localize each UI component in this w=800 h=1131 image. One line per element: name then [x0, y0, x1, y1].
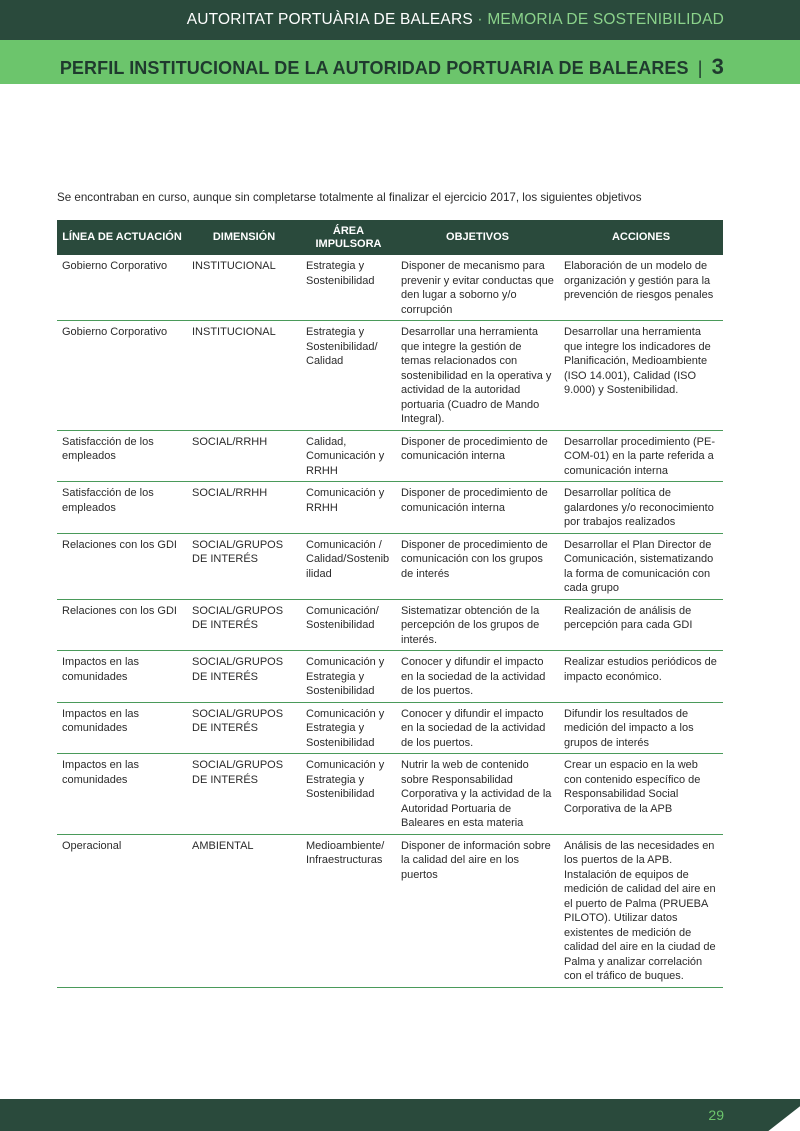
- column-header-dimension: DIMENSIÓN: [187, 220, 301, 255]
- cell-linea: Gobierno Corporativo: [57, 255, 187, 321]
- cell-dimension: SOCIAL/GRUPOS DE INTERÉS: [187, 533, 301, 599]
- column-header-objetivos: OBJETIVOS: [396, 220, 559, 255]
- cell-linea: Satisfacción de los empleados: [57, 482, 187, 534]
- table-row: [57, 754, 723, 835]
- table-body: [57, 255, 723, 987]
- cell-linea: Impactos en las comunidades: [57, 651, 187, 703]
- cell-area: Comunicación y Estrategia y Sostenibilidad: [301, 754, 396, 835]
- cell-objetivos: Conocer y difundir el impacto en la sociedad de la actividad de los puertos.: [396, 651, 559, 703]
- cell-linea: Relaciones con los GDI: [57, 533, 187, 599]
- column-header-area: ÁREA IMPULSORA: [301, 220, 396, 255]
- section-header-band: [0, 40, 800, 84]
- cell-area: Comunicación y Estrategia y Sostenibilidad: [301, 702, 396, 754]
- organization-name: AUTORITAT PORTUÀRIA DE BALEARS: [186, 11, 473, 28]
- page-number: 29: [708, 1107, 724, 1123]
- cell-acciones: Crear un espacio en la web con contenido específico de Responsabilidad Social Corporativa de la APB: [559, 754, 723, 835]
- cell-acciones: Difundir los resultados de medición del impacto a los grupos de interés: [559, 702, 723, 754]
- publication-name: MEMORIA DE SOSTENIBILIDAD: [487, 11, 724, 28]
- cell-acciones: Desarrollar una herramienta que integre los indicadores de Planificación, Medioambiente (ISO 14.001), Calidad (ISO 9.000) y Sostenibilidad.: [559, 321, 723, 431]
- cell-dimension: SOCIAL/GRUPOS DE INTERÉS: [187, 702, 301, 754]
- cell-objetivos: Disponer de procedimiento de comunicación interna: [396, 482, 559, 534]
- cell-area: Estrategia y Sostenibilidad: [301, 255, 396, 321]
- cell-dimension: SOCIAL/GRUPOS DE INTERÉS: [187, 599, 301, 651]
- cell-objetivos: Conocer y difundir el impacto en la sociedad de la actividad de los puertos.: [396, 702, 559, 754]
- cell-acciones: Desarrollar política de galardones y/o reconocimiento por trabajos realizados: [559, 482, 723, 534]
- cell-dimension: SOCIAL/GRUPOS DE INTERÉS: [187, 651, 301, 703]
- cell-acciones: Análisis de las necesidades en los puertos de la APB. Instalación de equipos de medición de calidad del aire en el puerto de Palma (PRUEBA PILOTO). Utilizar datos existentes de medición de calidad del aire en la ciudad de Palma y analizar correlación con el tráfico de buques.: [559, 834, 723, 987]
- table-row: [57, 321, 723, 431]
- cell-objetivos: Disponer de procedimiento de comunicación interna: [396, 430, 559, 482]
- footer-decorative-slash: [765, 1099, 800, 1131]
- column-header-linea: LÍNEA DE ACTUACIÓN: [57, 220, 187, 255]
- cell-objetivos: Disponer de mecanismo para prevenir y evitar conductas que den lugar a soborno y/o corrupción: [396, 255, 559, 321]
- cell-area: Comunicación / Calidad/Sostenibilidad: [301, 533, 396, 599]
- footer-bar: [0, 1099, 800, 1131]
- cell-linea: Gobierno Corporativo: [57, 321, 187, 431]
- cell-dimension: SOCIAL/RRHH: [187, 482, 301, 534]
- cell-objetivos: Desarrollar una herramienta que integre la gestión de temas relacionados con sostenibilidad en la operativa y actividad de la autoridad portuaria (Cuadro de Mando Integral).: [396, 321, 559, 431]
- table-row: [57, 255, 723, 321]
- table-header-row: [57, 220, 723, 255]
- cell-area: Medioambiente/ Infraestructuras: [301, 834, 396, 987]
- table-row: [57, 599, 723, 651]
- table-row: [57, 430, 723, 482]
- table-row: [57, 651, 723, 703]
- cell-dimension: INSTITUCIONAL: [187, 321, 301, 431]
- table-row: [57, 834, 723, 987]
- section-number: 3: [711, 54, 724, 79]
- cell-acciones: Desarrollar procedimiento (PE-COM-01) en la parte referida a comunicación interna: [559, 430, 723, 482]
- cell-acciones: Desarrollar el Plan Director de Comunicación, sistematizando la forma de comunicación con cada grupo: [559, 533, 723, 599]
- cell-area: Calidad, Comunicación y RRHH: [301, 430, 396, 482]
- cell-dimension: AMBIENTAL: [187, 834, 301, 987]
- cell-dimension: SOCIAL/GRUPOS DE INTERÉS: [187, 754, 301, 835]
- column-header-acciones: ACCIONES: [559, 220, 723, 255]
- cell-linea: Satisfacción de los empleados: [57, 430, 187, 482]
- cell-objetivos: Disponer de procedimiento de comunicación con los grupos de interés: [396, 533, 559, 599]
- section-heading: [60, 54, 724, 80]
- header-separator: ·: [477, 11, 483, 28]
- cell-acciones: Elaboración de un modelo de organización y gestión para la prevención de riesgos penales: [559, 255, 723, 321]
- top-header-bar: [0, 0, 800, 40]
- header-organization-line: [187, 11, 724, 29]
- cell-acciones: Realizar estudios periódicos de impacto económico.: [559, 651, 723, 703]
- cell-area: Comunicación y RRHH: [301, 482, 396, 534]
- cell-linea: Impactos en las comunidades: [57, 754, 187, 835]
- section-divider: |: [697, 58, 703, 78]
- cell-objetivos: Sistematizar obtención de la percepción de los grupos de interés.: [396, 599, 559, 651]
- cell-dimension: SOCIAL/RRHH: [187, 430, 301, 482]
- cell-objetivos: Disponer de información sobre la calidad del aire en los puertos: [396, 834, 559, 987]
- objectives-table: [57, 220, 723, 988]
- cell-acciones: Realización de análisis de percepción para cada GDI: [559, 599, 723, 651]
- cell-linea: Operacional: [57, 834, 187, 987]
- table-row: [57, 482, 723, 534]
- cell-dimension: INSTITUCIONAL: [187, 255, 301, 321]
- intro-text: Se encontraban en curso, aunque sin completarse totalmente al finalizar el ejercicio 2017, los siguientes objetivos: [57, 191, 642, 204]
- cell-area: Comunicación/ Sostenibilidad: [301, 599, 396, 651]
- table-row: [57, 533, 723, 599]
- cell-linea: Relaciones con los GDI: [57, 599, 187, 651]
- cell-area: Estrategia y Sostenibilidad/ Calidad: [301, 321, 396, 431]
- cell-area: Comunicación y Estrategia y Sostenibilidad: [301, 651, 396, 703]
- section-title: PERFIL INSTITUCIONAL DE LA AUTORIDAD PORTUARIA DE BALEARES: [59, 58, 689, 78]
- cell-objetivos: Nutrir la web de contenido sobre Responsabilidad Corporativa y la actividad de la Autoridad Portuaria de Baleares en esta materia: [396, 754, 559, 835]
- table-row: [57, 702, 723, 754]
- cell-linea: Impactos en las comunidades: [57, 702, 187, 754]
